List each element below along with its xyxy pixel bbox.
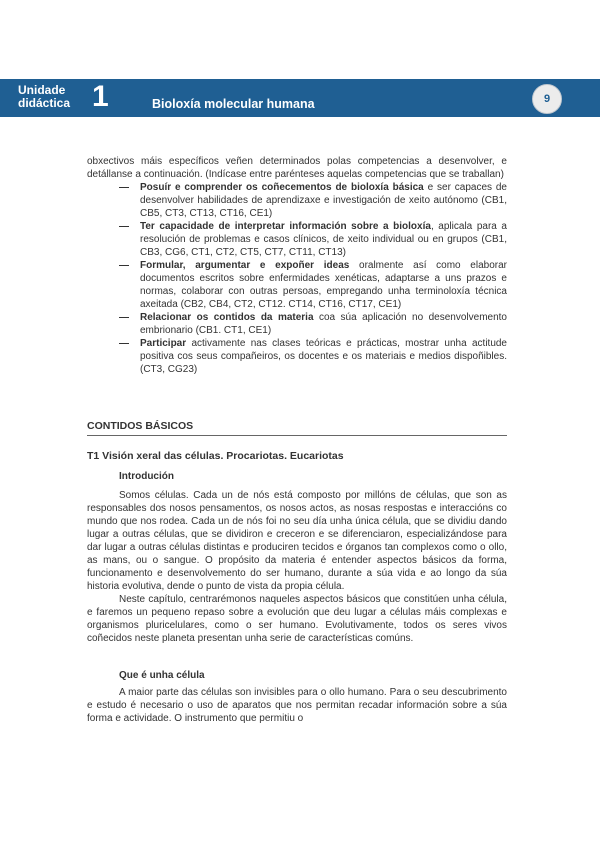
objective-bold: Participar: [140, 338, 187, 349]
chapter-title: Bioloxía molecular humana: [152, 97, 315, 111]
unit-label-line2: didáctica: [18, 96, 71, 110]
unit-label-line1: Unidade: [18, 83, 66, 97]
objective-item: [119, 259, 507, 311]
dash-bullet: —: [119, 260, 129, 271]
objective-text: e ser capaces de desenvolver habilidades de aprendizaxe e investigación de xeito autónomo (CB1, CB5, CT3, CT13, CT16, CE1): [140, 182, 507, 219]
subsection-heading-intro: Introdución: [119, 471, 174, 482]
subsection-heading-cell: Que é unha célula: [119, 670, 205, 681]
page-number: 9: [543, 93, 551, 105]
body-paragraph: Neste capítulo, centrarémonos naqueles aspectos básicos que constitúen unha célula, e faremos un pequeno repaso sobre a evolución que deu lugar a células máis complexas e organismos pluricelulares, como o ser humano. Evolutivamente, todos os seres vivos coñecidos neste planeta presentan unha serie de características comúns.: [87, 594, 507, 644]
objective-bold: Posuír e comprender os coñecementos de bioloxía básica: [140, 182, 424, 193]
unit-label: [18, 84, 70, 110]
dash-bullet: —: [119, 221, 129, 232]
objective-bold: Ter capacidade de interpretar información sobre a bioloxía: [140, 221, 431, 232]
section-heading: CONTIDOS BÁSICOS: [87, 420, 507, 436]
body-paragraph: A maior parte das células son invisibles para o ollo humano. Para o seu descubrimento e estudo é necesario o uso de aparatos que nos permitan recadar información sobre a súa forma e actividade. O instrumento que permitiu o: [87, 687, 507, 724]
objective-item: [119, 220, 507, 259]
dash-bullet: —: [119, 182, 129, 193]
objective-item: [119, 337, 507, 376]
page-content: [87, 155, 507, 725]
intro-paragraph: obxectivos máis específicos veñen determinados polas competencias a desenvolver, e detállanse a continuación. (Indícase entre parénteses aquelas competencias que se traballan): [87, 156, 507, 180]
objective-text: coa súa aplicación no desenvolvemento embrionario (CB1. CT1, CE1): [140, 312, 507, 336]
page-number-badge: [532, 84, 562, 114]
objective-text: oralmente así como elaborar documentos escritos sobre enfermidades xenéticas, adaptarse a uns prazos e normas, colaborar con outras persoas, empregando unha terminoloxía técnica axeitada (CB2, CB4, CT2, CT12. CT14, CT16, CT17, CE1): [140, 260, 507, 310]
dash-bullet: —: [119, 312, 129, 323]
objective-bold: Relacionar os contidos da materia: [140, 312, 314, 323]
objective-text: , aplicala para a resolución de problemas e casos clínicos, de xeito individual ou en grupos (CB1, CB3, CG6, CT1, CT2, CT5, CT7, CT11, CT13): [140, 221, 507, 258]
objective-item: [119, 181, 507, 220]
unit-number: 1: [92, 80, 109, 113]
body-paragraph: Somos células. Cada un de nós está composto por millóns de células, que son as responsables dos nosos pensamentos, os nosos actos, as nosas respostas e interaccións co mundo que nos rodea. Cada un de nós foi no seu día unha única célula, que se dividiu dando lugar a outras células, que se dividiron e creceron e se diferenciaron, especializándose para dar lugar a outras células distintas e produciren tecidos e órganos tan complexos como o ollo, as mans, ou o sangue. O propósito da materia é entender aspectos básicos da forma, funcionamento e desenvolvemento do ser humano, durante a súa vida e ao longo da súa historia evolutiva, dende o punto de vista da propia célula.: [87, 490, 507, 592]
objective-text: activamente nas clases teóricas e prácticas, mostrar unha actitude positiva cos seus compañeiros, os docentes e os materiais e medios dispoñibles. (CT3, CG23): [140, 338, 507, 375]
topic-heading: T1 Visión xeral das células. Procariotas. Eucariotas: [87, 450, 344, 462]
objectives-list: [87, 181, 507, 376]
dash-bullet: —: [119, 338, 129, 349]
objective-bold: Formular, argumentar e expoñer ideas: [140, 260, 350, 271]
objective-item: [119, 311, 507, 337]
